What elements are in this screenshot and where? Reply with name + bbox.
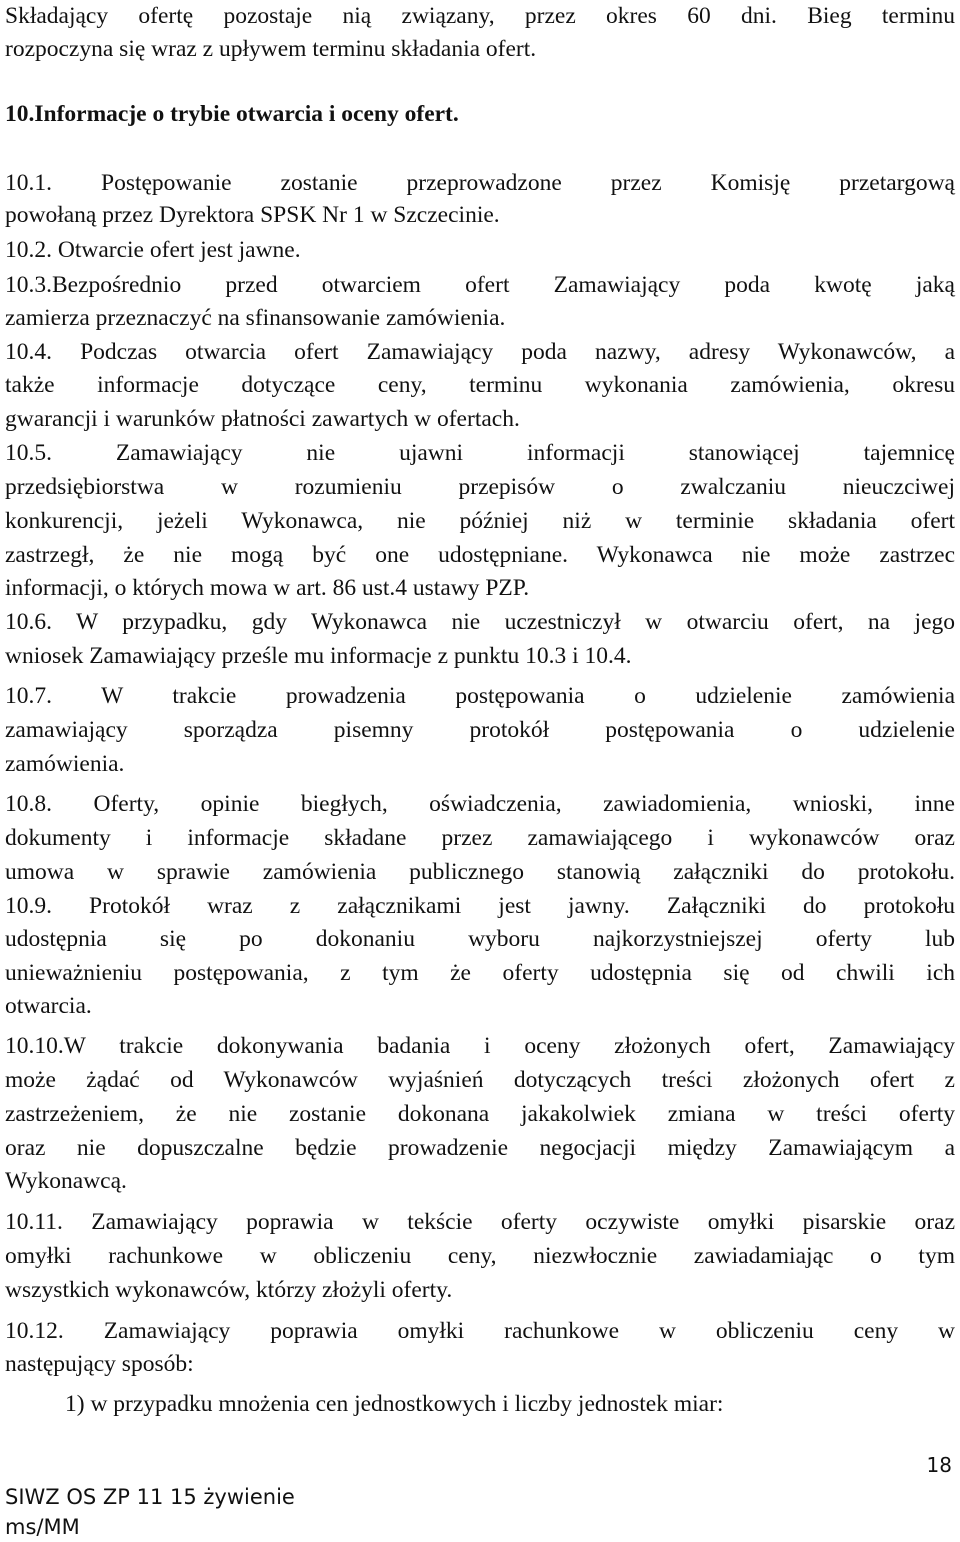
text-line: omyłki rachunkowe w obliczeniu ceny, niezwłocznie zawiadamiając o tym (5, 1243, 955, 1269)
text-line: zastrzeżeniem, że nie zostanie dokonana jakakolwiek zmiana w treści oferty (5, 1101, 955, 1127)
page-footer (5, 1482, 295, 1542)
text-line: 10.5. Zamawiający nie ujawni informacji stanowiącej tajemnicę (5, 440, 955, 466)
text-line: także informacje dotyczące ceny, terminu wykonania zamówienia, okresu (5, 372, 955, 398)
text-line: zamówienia. (5, 751, 125, 777)
text-line: 10.2. Otwarcie ofert jest jawne. (5, 237, 301, 263)
text-line: otwarcia. (5, 993, 92, 1019)
text-line: umowa w sprawie zamówienia publicznego stanowią załączniki do protokołu. (5, 859, 955, 885)
text-line: gwarancji i warunków płatności zawartych w ofertach. (5, 406, 520, 432)
text-line: unieważnieniu postępowania, z tym że oferty udostępnia się od chwili ich (5, 960, 955, 986)
text-line: wniosek Zamawiający prześle mu informacje z punktu 10.3 i 10.4. (5, 643, 632, 669)
text-line: zamawiający sporządza pisemny protokół postępowania o udzielenie (5, 717, 955, 743)
text-line: 10.1. Postępowanie zostanie przeprowadzone przez Komisję przetargową (5, 170, 955, 196)
text-line: 10.12. Zamawiający poprawia omyłki rachunkowe w obliczeniu ceny w (5, 1318, 955, 1344)
text-line: 10.7. W trakcie prowadzenia postępowania o udzielenie zamówienia (5, 683, 955, 709)
text-line: Wykonawcą. (5, 1168, 127, 1194)
text-line: 10.11. Zamawiający poprawia w tekście oferty oczywiste omyłki pisarskie oraz (5, 1209, 955, 1235)
text-line: zamierza przeznaczyć na sfinansowanie zamówienia. (5, 305, 506, 331)
text-line: Składający ofertę pozostaje nią związany, przez okres 60 dni. Bieg terminu (5, 3, 955, 29)
footer-line: SIWZ OS ZP 11 15 żywienie (5, 1485, 295, 1509)
text-line: rozpoczyna się wraz z upływem terminu składania ofert. (5, 36, 537, 62)
text-line: konkurencji, jeżeli Wykonawca, nie później niż w terminie składania ofert (5, 508, 955, 534)
text-line: udostępnia się po dokonaniu wyboru najkorzystniejszej oferty lub (5, 926, 955, 952)
text-line: przedsiębiorstwa w rozumieniu przepisów o zwalczaniu nieuczciwej (5, 474, 955, 500)
footer-line: ms/MM (5, 1515, 80, 1539)
text-line: wszystkich wykonawców, którzy złożyli oferty. (5, 1277, 453, 1303)
text-line: 10.4. Podczas otwarcia ofert Zamawiający poda nazwy, adresy Wykonawców, a (5, 339, 955, 365)
text-line: 10.8. Oferty, opinie biegłych, oświadczenia, zawiadomienia, wnioski, inne (5, 791, 955, 817)
text-line: dokumenty i informacje składane przez zamawiającego i wykonawców oraz (5, 825, 955, 851)
text-line: 10.10.W trakcie dokonywania badania i oceny złożonych ofert, Zamawiający (5, 1033, 955, 1059)
list-item: 1) w przypadku mnożenia cen jednostkowych i liczby jednostek miar: (65, 1391, 724, 1417)
text-line: może żądać od Wykonawców wyjaśnień dotyczących treści złożonych ofert z (5, 1067, 955, 1093)
section-heading: 10.Informacje o trybie otwarcia i oceny ofert. (5, 101, 459, 127)
text-line: 10.3.Bezpośrednio przed otwarciem ofert Zamawiający poda kwotę jaką (5, 272, 955, 298)
text-line: 10.9. Protokół wraz z załącznikami jest jawny. Załączniki do protokołu (5, 893, 955, 919)
text-line: zastrzegł, że nie mogą być one udostępniane. Wykonawca nie może zastrzec (5, 542, 955, 568)
text-line: informacji, o których mowa w art. 86 ust.4 ustawy PZP. (5, 575, 530, 601)
page-number: 18 (926, 1453, 952, 1477)
text-line: 10.6. W przypadku, gdy Wykonawca nie uczestniczył w otwarciu ofert, na jego (5, 609, 955, 635)
text-line: następujący sposób: (5, 1351, 194, 1377)
text-line: oraz nie dopuszczalne będzie prowadzenie negocjacji między Zamawiającym a (5, 1135, 955, 1161)
text-line: powołaną przez Dyrektora SPSK Nr 1 w Szczecinie. (5, 202, 500, 228)
